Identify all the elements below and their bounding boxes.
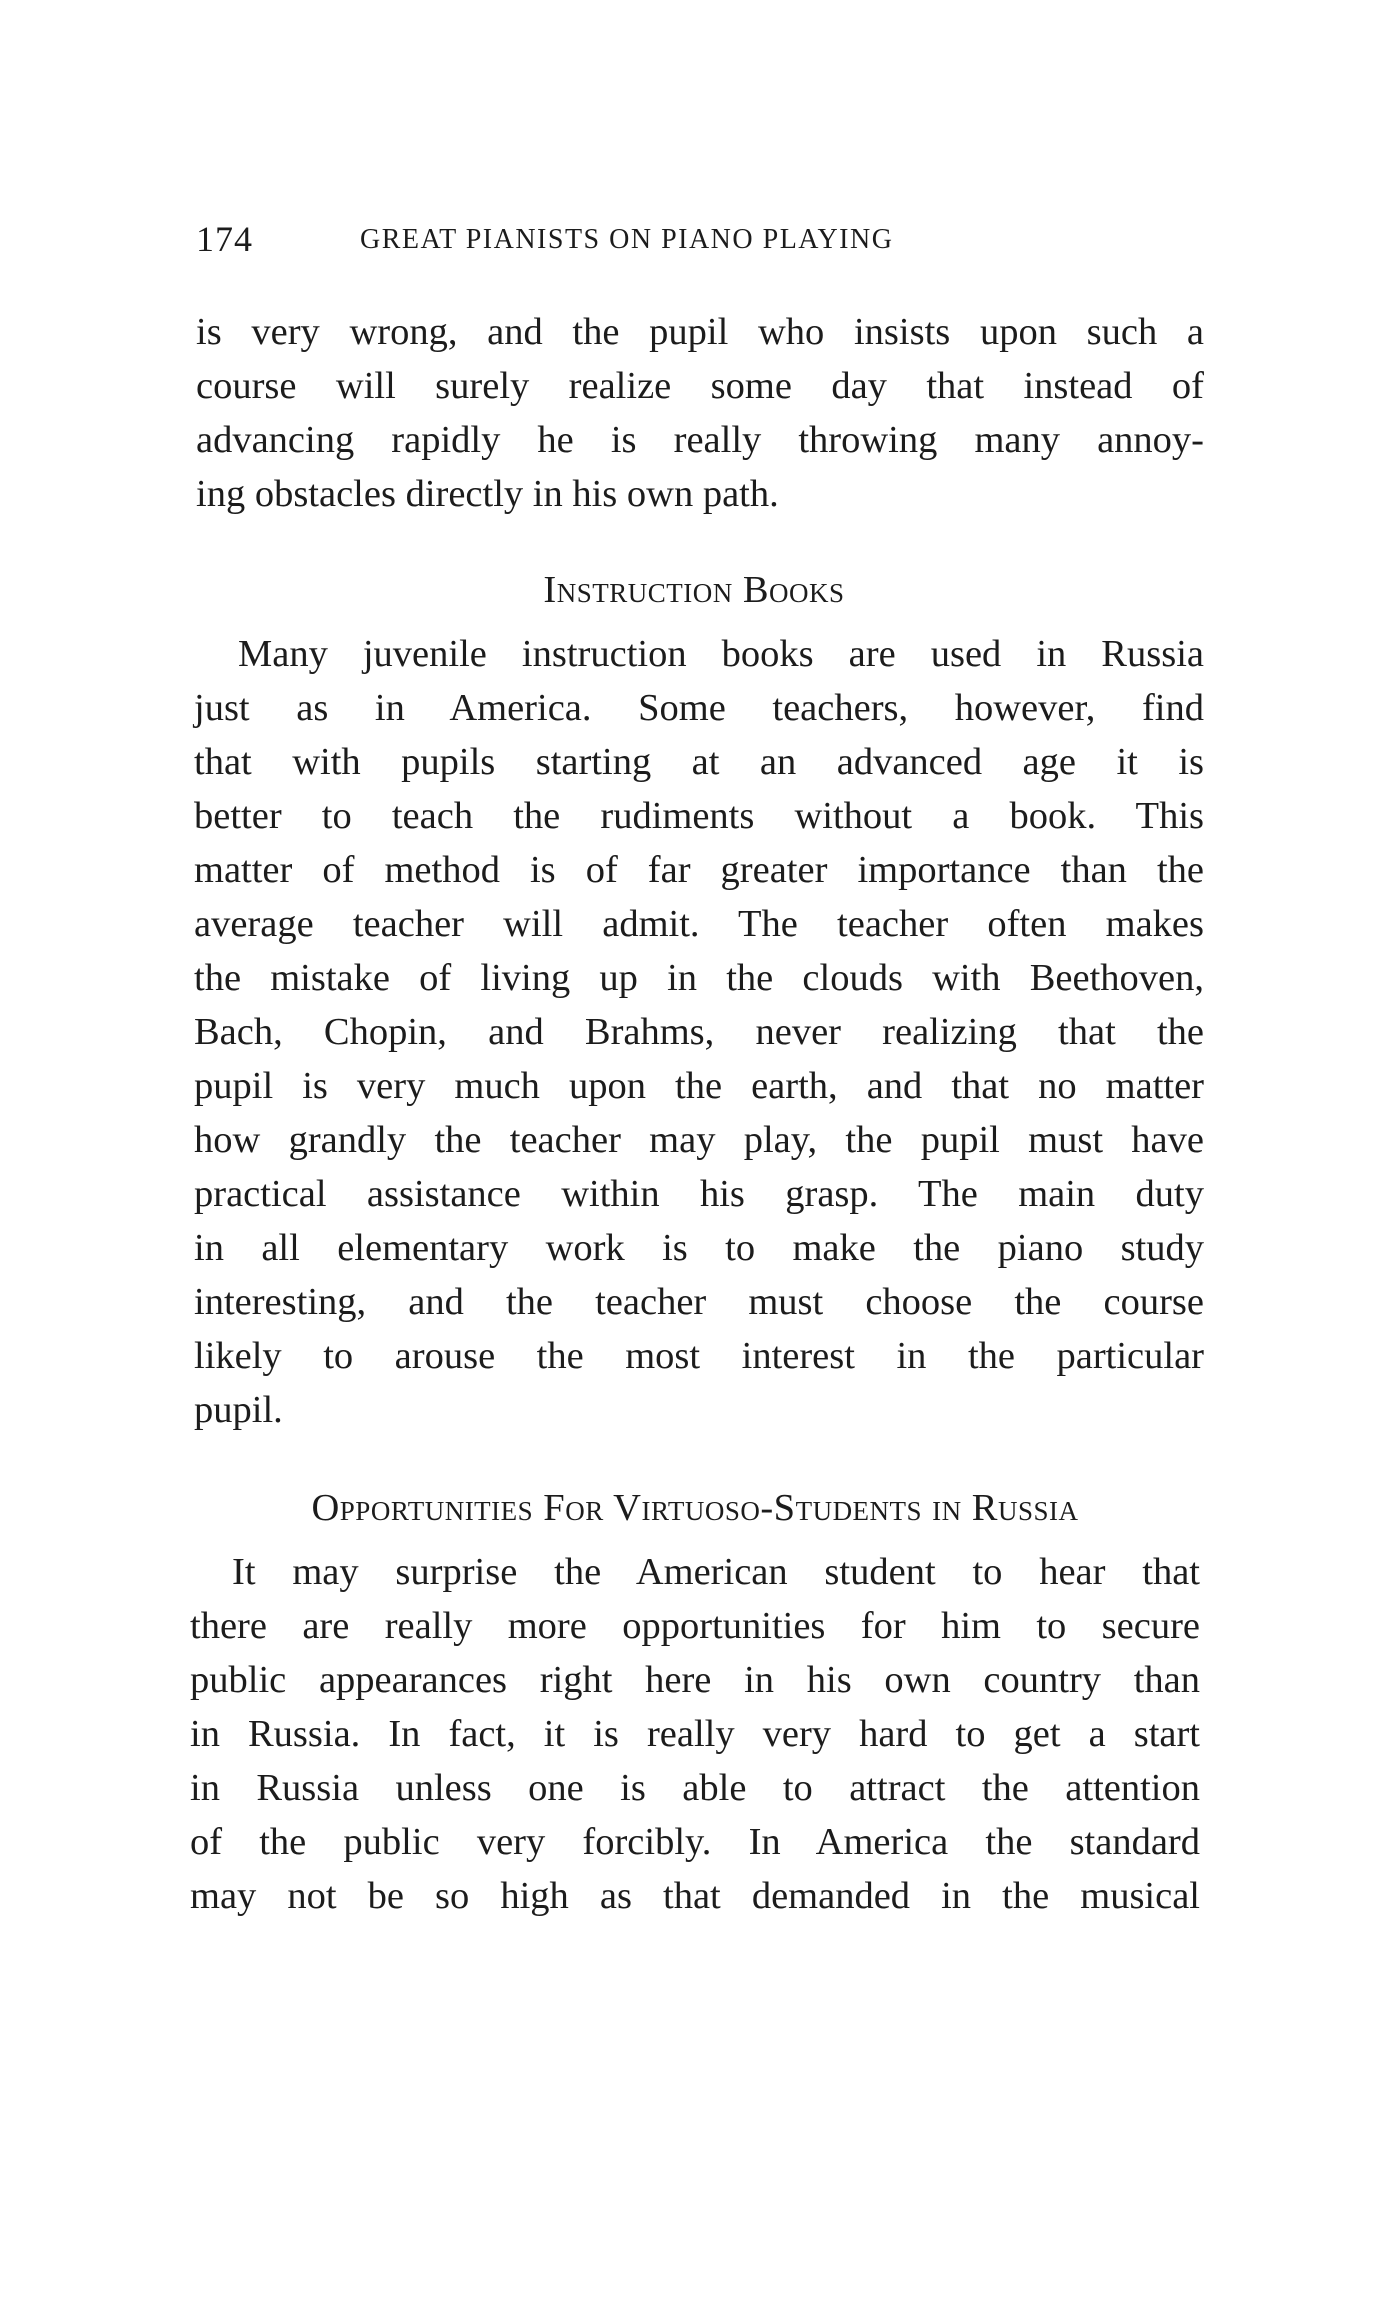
text-line: better to teach the rudiments without a book. This xyxy=(194,795,1204,837)
running-title: GREAT PIANISTS ON PIANO PLAYING xyxy=(360,224,894,255)
text-line: that with pupils starting at an advanced age it is xyxy=(194,741,1204,783)
text-line: in all elementary work is to make the piano study xyxy=(194,1227,1204,1269)
text-line: just as in America. Some teachers, however, find xyxy=(194,687,1204,729)
text-line: in Russia unless one is able to attract the attention xyxy=(190,1767,1200,1809)
text-line: average teacher will admit. The teacher often makes xyxy=(194,903,1204,945)
text-line: matter of method is of far greater importance than the xyxy=(194,849,1204,891)
text-line: in Russia. In fact, it is really very hard to get a start xyxy=(190,1713,1200,1755)
section-heading-opportunities: Opportunities For Virtuoso-Students in Russia xyxy=(311,1487,1079,1529)
text-line: how grandly the teacher may play, the pupil must have xyxy=(194,1119,1204,1161)
text-line: public appearances right here in his own country than xyxy=(190,1659,1200,1701)
text-line: advancing rapidly he is really throwing many annoy- xyxy=(196,419,1204,461)
text-line: of the public very forcibly. In America the standard xyxy=(190,1821,1200,1863)
page-number: 174 xyxy=(196,219,253,259)
text-line: interesting, and the teacher must choose the course xyxy=(194,1281,1204,1323)
text-line: ing obstacles directly in his own path. xyxy=(196,473,779,515)
text-line: may not be so high as that demanded in the musical xyxy=(190,1875,1200,1917)
text-line: practical assistance within his grasp. The main duty xyxy=(194,1173,1204,1215)
section-heading-instruction-books: Instruction Books xyxy=(543,569,845,611)
text-line: pupil is very much upon the earth, and that no matter xyxy=(194,1065,1204,1107)
text-line: the mistake of living up in the clouds with Beethoven, xyxy=(194,957,1204,999)
text-line: course will surely realize some day that instead of xyxy=(196,365,1204,407)
text-line: pupil. xyxy=(194,1389,283,1431)
text-line: Many juvenile instruction books are used in Russia xyxy=(238,633,1204,675)
text-line: there are really more opportunities for him to secure xyxy=(190,1605,1200,1647)
text-line: likely to arouse the most interest in the particular xyxy=(194,1335,1204,1377)
running-head xyxy=(196,218,1206,278)
text-line: It may surprise the American student to hear that xyxy=(232,1551,1200,1593)
text-line: is very wrong, and the pupil who insists upon such a xyxy=(196,311,1204,353)
text-line: Bach, Chopin, and Brahms, never realizing that the xyxy=(194,1011,1204,1053)
